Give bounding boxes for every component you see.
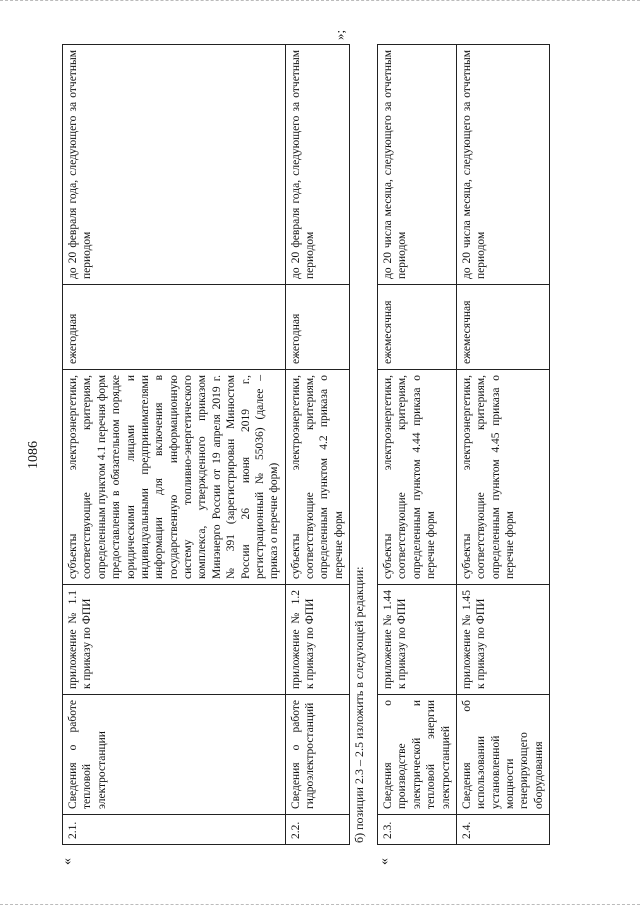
row-number: 2.4. [456,815,549,845]
table-row [378,45,457,845]
row-periodicity: ежемесячная [456,285,549,370]
row-subjects: субъекты электроэнергетики, соответствующие критериям, определенным пунктом 4.1 перечня форм предоставления в обязательном порядке юридическими лицами и индивидуальными предпринимателями информации для включения в государственную информационную систему топливно-энергетического комплекса, утвержденного приказом Минэнерго России от 19 апреля 2019 г. № 391 (зарегистрирован Минюстом России 26 июня 2019 г., регистрационный № 55036) (далее – приказ о перечне форм) [63,370,286,585]
row-form: приложение № 1.44 к приказу по ФПИ [378,585,457,695]
opening-quote: « [60,858,75,865]
row-form: приложение № 1.45 к приказу по ФПИ [456,585,549,695]
row-name: Сведения о производстве электрической и тепловой энергии электростанцией [378,695,457,815]
row-number: 2.2. [285,815,350,845]
right-margin-line [0,0,640,1]
row-subjects: субъекты электроэнергетики, соответствующие критериям, определенным пунктом 4.2 приказа о перечне форм [285,370,350,585]
row-due: до 20 числа месяца, следующего за отчетным периодом [378,45,457,285]
row-subjects: субъекты электроэнергетики, соответствующие критериям, определенным пунктом 4.45 приказа о перечне форм [456,370,549,585]
row-due: до 20 февраля года, следующего за отчетным периодом [285,45,350,285]
row-form: приложение № 1.2 к приказу по ФПИ [285,585,350,695]
positions-table-1 [62,44,350,845]
row-name: Сведения о работе тепловой электростанции [63,695,286,815]
row-due: до 20 февраля года, следующего за отчетным периодом [63,45,286,285]
positions-table-2 [377,44,550,845]
row-periodicity: ежемесячная [378,285,457,370]
row-periodicity: ежегодная [285,285,350,370]
row-subjects: субъекты электроэнергетики, соответствующие критериям, определенным пунктом 4.44 приказа о перечне форм [378,370,457,585]
opening-quote: « [377,858,392,865]
row-number: 2.3. [378,815,457,845]
page-number: 1086 [26,441,41,469]
row-number: 2.1. [63,815,286,845]
row-name: Сведения о работе гидроэлектростанций [285,695,350,815]
row-form: приложение № 1.1 к приказу по ФПИ [63,585,286,695]
amendment-text: б) позиции 2.3 – 2.5 изложить в следующей редакции: [352,566,366,843]
row-name: Сведения об использовании установленной мощности генерирующего оборудования [456,695,549,815]
row-periodicity: ежегодная [63,285,286,370]
table-row [63,45,286,845]
row-due: до 20 числа месяца, следующего за отчетным периодом [456,45,549,285]
closing-quote: »; [332,29,347,40]
table-row [285,45,350,845]
table-row [456,45,549,845]
